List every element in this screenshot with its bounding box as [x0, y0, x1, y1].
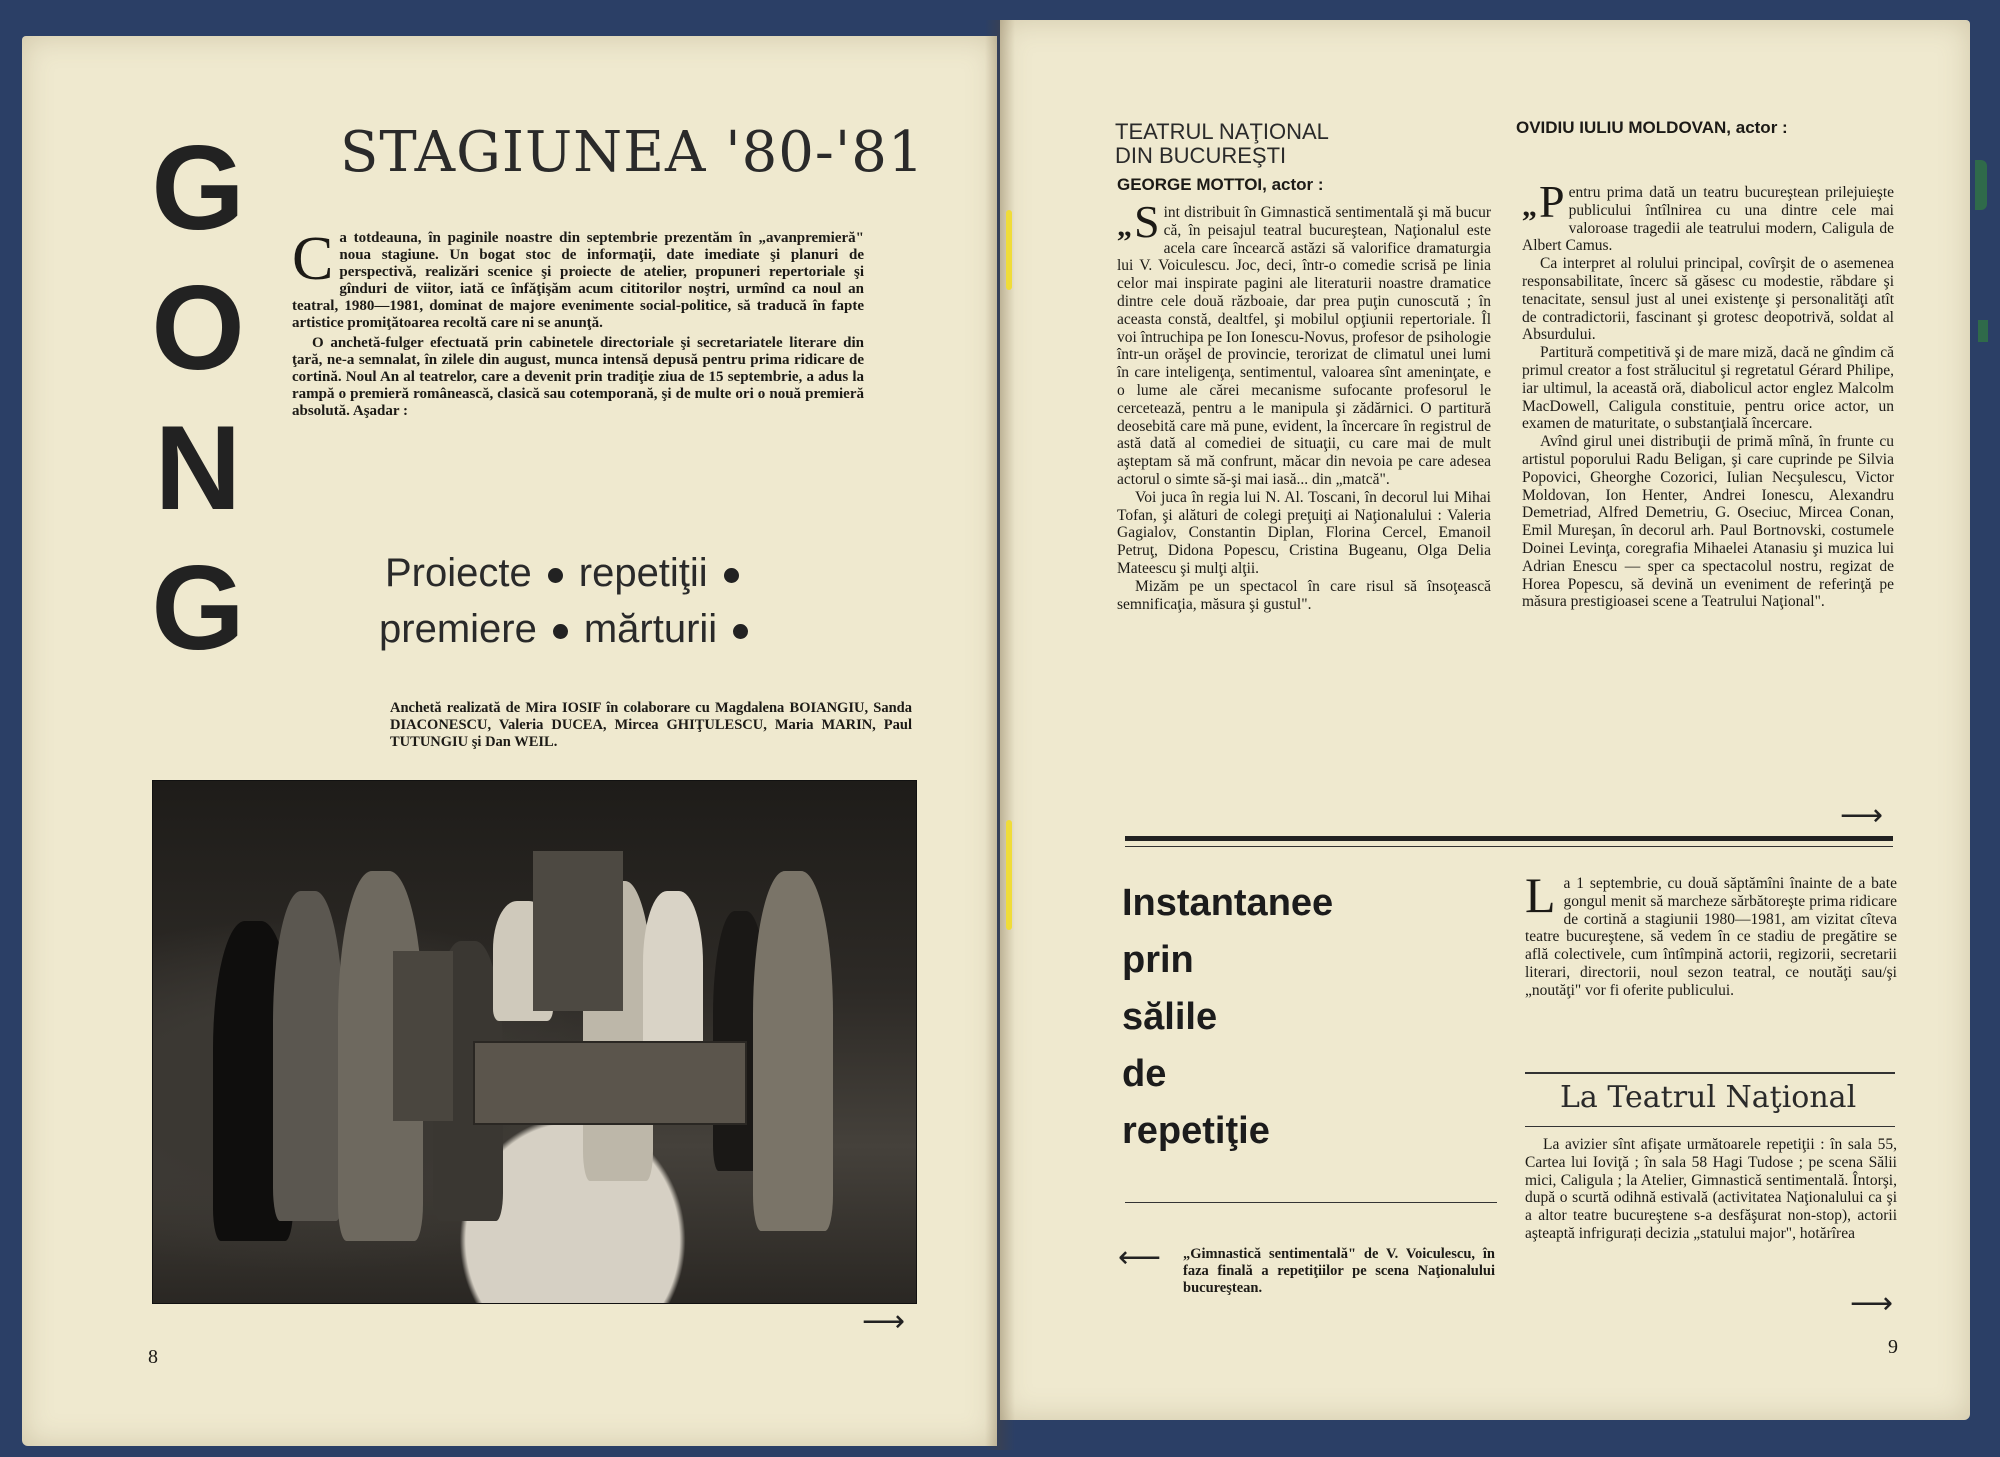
byline-moldovan: OVIDIU IULIU MOLDOVAN, actor :: [1516, 118, 1788, 137]
bullet-dot: [724, 568, 739, 583]
intro-paragraph-1: a totdeauna, în paginile noastre din septembrie prezentăm în „avanpremieră" noua stagiune. Un bogat stoc de informaţii, date imediate şi planuri de perspectivă, realizări scenice şi proiecte de atelier, propuneri repertoriale şi gînduri de viitor, iată ce înfăţişăm acum cititorilor noştri, urmînd ca noul an teatral, 1980—1981, dominat de majore evenimente social-politice, să traducă în fapte artistice promiţătoarea recoltă care ni se anunţă.: [292, 230, 864, 331]
mottoi-paragraph-1: [1117, 196, 1491, 489]
continue-arrow: ⟶: [1840, 798, 1884, 833]
instantanee-line-3: sălile: [1122, 996, 1218, 1038]
bullet-dot: [733, 624, 748, 639]
moldovan-paragraph-2: Ca interpret al rolului principal, covîrşit de o asemenea responsabilitate, încerc să găsesc cu modestie, răbdare şi tenacitate, sensul just al unei existenţe şi personalităţi atît de contradictorii, fascinant şi grotesc deopotrivă, soldat al Absurdului.: [1522, 255, 1894, 344]
green-tab-mark: [1978, 320, 1988, 342]
continue-arrow: ⟶: [862, 1304, 906, 1339]
continue-arrow: ⟶: [1850, 1286, 1894, 1321]
column-moldovan: [1522, 176, 1894, 611]
teatrul-national-text: [1525, 1136, 1897, 1243]
mottoi-paragraph-1-text: int distribuit în Gimnastică sentimentală şi mă bucur că, în peisajul teatral bucureştean, Naţionalul este acela care încearcă astăzi să valorifice dramaturgia lui V. Voiculescu. Joc, deci, într-o comedie scrisă pe linia celor mai inspirate pagini ale literaturii noastre dramatice dintre cele două războaie, dar prea puţin cunoscută ; în aceasta constă, dealtfel, şi mobilul opţiunii repertoriale. Îl voi întruchipa pe Ion Ionescu-Novus, profesor de psihologie într-un orăşel de provincie, terorizat de climatul unei lumi în care inteligenţa, sentimentul, valoarea sînt ameninţate, e o lume ale cărei mecanisme sufocante profesorul le cercetează, pentru a le manipula şi zădărnici. O partitură deosebită care mă pune, evident, la încercare în registrul de astă dată al comediei de situaţii, cu care mai de mult aşteptam să mă confrunt, măcar din nevoia pe care adesea actorul o simte să-şi mai iasă... din „matcă".: [1117, 204, 1491, 488]
instantanee-heading: [1122, 875, 1362, 1160]
subsection-divider: [1525, 1072, 1895, 1074]
mottoi-paragraph-3: Mizăm pe un spectacol în care risul să însoţească semnificaţia, măsura şi gustul".: [1117, 577, 1491, 613]
caption-arrow: ⟵: [1118, 1240, 1162, 1275]
instantanee-line-4: de: [1122, 1053, 1167, 1095]
page-title: STAGIUNEA '80-'81: [340, 120, 925, 185]
subtitle-line-2: [379, 601, 785, 657]
visit-dropcap: L: [1525, 867, 1556, 923]
moldovan-paragraph-1-text: entru prima dată un teatru bucureştean prilejuieşte publicului întîlnirea cu una dintre cele mai valoroase tragedii ale teatrului modern, Caligula de Albert Camus.: [1522, 184, 1894, 255]
section-subtitle: [379, 545, 785, 657]
photo-caption: „Gimnastică sentimentală" de V. Voiculescu, în faza finală a repetiţiilor pe scena Naţionalului bucureştean.: [1183, 1246, 1495, 1296]
section-divider: [1125, 836, 1893, 841]
teatrul-national-paragraph: La avizier sînt afişate următoarele repetiţii : în sala 55, Cartea lui Ioviţă ; în sala 58 Hagi Tudose ; pe scena Sălii mici, Caligula ; la Atelier, Gimnastică sentimentală. Întorşi, după o scurtă odihnă estivală (activitatea Naţionalului ca şi a altor teatre bucureştene s-a desfăşurat non-stop), actorii aşteaptă infrigurați decizia „statului major", hotărîrea: [1525, 1136, 1897, 1242]
rehearsal-photo: [152, 780, 917, 1304]
instantanee-line-5: repetiţie: [1122, 1110, 1270, 1152]
yellow-tab-mark: [1006, 820, 1012, 930]
theatre-heading-line-2: DIN BUCUREŞTI: [1115, 143, 1287, 168]
page-number-right: 9: [1888, 1336, 1898, 1358]
page-number-left: 8: [148, 1346, 158, 1368]
byline-mottoi: GEORGE MOTTOI, actor :: [1117, 175, 1324, 194]
moldovan-paragraph-1: [1522, 176, 1894, 255]
moldovan-paragraph-3: Partitură competitivă şi de mare miză, dacă ne gîndim că primul creator a fost strălucitul şi regretatul Gérard Philipe, iar ultimul, la această oră, diabolicul actor englez Malcolm MacDowell, Caligula constituie, pentru orice actor, un examen de maturitate, o substanţială încercare.: [1522, 344, 1894, 433]
theatre-heading-line-1: TEATRUL NAŢIONAL: [1115, 119, 1329, 144]
quote-open: „: [1117, 210, 1132, 243]
subtitle-line-1: [385, 545, 785, 601]
section-divider-thin: [1125, 846, 1893, 847]
subtitle-word-proiecte: Proiecte: [385, 551, 532, 595]
credits-text: Anchetă realizată de Mira IOSIF în colaborare cu Magdalena BOIANGIU, Sanda DIACONESCU, Valeria DUCEA, Mircea GHIŢULESCU, Maria MARIN, Paul TUTUNGIU şi Dan WEIL.: [390, 700, 912, 750]
moldovan-dropcap: P: [1539, 176, 1565, 227]
intro-text: [292, 225, 864, 420]
instantanee-line-2: prin: [1122, 939, 1194, 981]
mottoi-dropcap: S: [1134, 196, 1160, 247]
gong-letter-o: O: [151, 261, 245, 395]
visit-paragraph: [1525, 867, 1897, 1000]
intro-dropcap: C: [292, 225, 334, 293]
instantanee-line-1: Instantanee: [1122, 882, 1334, 924]
gong-letter-g2: G: [151, 541, 245, 675]
subtitle-word-repetitii: repetiţii: [578, 551, 708, 595]
moldovan-paragraph-4: Avînd girul unei distribuţii de primă mînă, în frunte cu artistul poporului Radu Beligan, şi care cuprinde pe Silvia Popovici, Gheorghe Cozorici, Iulian Necşulescu, Victor Moldovan, Ion Henter, Andrei Ionescu, Alexandru Demetriad, Alfred Demetriu, G. Oseciuc, Mircea Conan, Emil Mureşan, în decorul arh. Paul Bortnovski, costumele Doinei Levinţa, coregrafia Mihaelei Atanasiu şi muzica lui Adrian Enescu — sper ca spectacolul nostru, regizat de Horea Popescu, să devină un eveniment de referinţă pe măsura prestigioasei scene a Teatrului Naţional".: [1522, 433, 1894, 611]
teatrul-national-heading: La Teatrul Naţional: [1560, 1080, 1857, 1115]
quote-open: „: [1522, 190, 1537, 223]
subtitle-word-premiere: premiere: [379, 607, 537, 651]
gong-letter-n: N: [154, 401, 242, 535]
subtitle-word-marturii: mărturii: [583, 607, 718, 651]
column-mottoi: [1117, 196, 1491, 613]
bullet-dot: [548, 568, 563, 583]
visit-paragraph-text: a 1 septembrie, cu două săptămîni înainte de a bate gongul menit să marcheze sărbătoreşte prima ridicare de cortină a stagiunii 1980—1981, am vizitat cîteva teatre bucureştene, să vedem în ce stadiu de pregătire se află colectivele, cum întîmpină actorii, regizorii, secretarii literari, directorii, noul sezon teatral, ce noutăţi sau/şi „noutăţi" vor fi oferite publicului.: [1525, 875, 1897, 999]
intro-paragraph-2: O anchetă-fulger efectuată prin cabinetele directoriale şi secretariatele literare din ţară, ne-a semnalat, în zilele din august, munca intensă depusă pentru prima ridicare de cortină. Noul An al teatrelor, care a devenit prin tradiţie ziua de 15 septembrie, a adus la rampă o premieră românească, clasică sau cotemporană, şi de multe ori o nouă premieră absolută. Aşadar :: [292, 335, 864, 419]
bullet-dot: [553, 624, 568, 639]
theatre-heading: [1115, 120, 1415, 168]
subsection-divider: [1525, 1126, 1895, 1127]
gong-letter-g1: G: [151, 121, 245, 255]
yellow-tab-mark: [1006, 210, 1012, 290]
caption-divider: [1125, 1202, 1497, 1203]
green-tab-mark: [1975, 160, 1987, 210]
mottoi-paragraph-2: Voi juca în regia lui N. Al. Toscani, în decorul lui Mihai Tofan, şi alături de colegi preţuiţi ai Naţionalului : Valeria Gagialov, Constantin Diplan, Florina Cercel, Emanoil Petruţ, Didona Popescu, Cristina Bugeanu, Olga Delia Mateescu şi mulţi alţii.: [1117, 488, 1491, 577]
intro-visit-text: [1525, 867, 1897, 1000]
